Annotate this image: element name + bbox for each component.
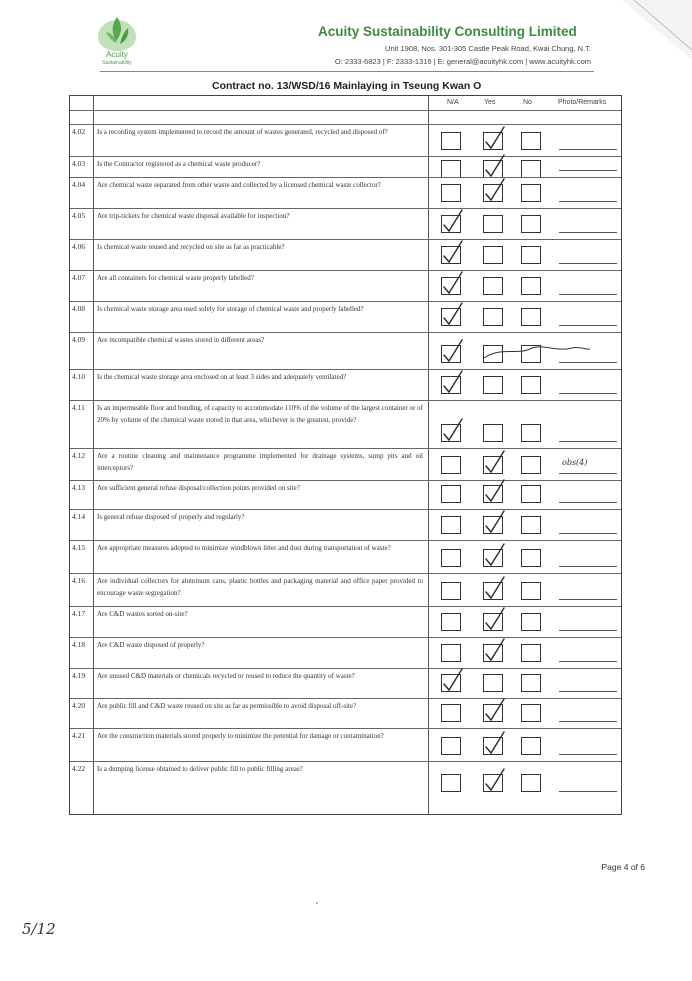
checklist-row <box>70 124 621 156</box>
remarks-line <box>559 170 617 171</box>
checkbox-no[interactable] <box>521 277 541 295</box>
remarks-line <box>559 149 617 150</box>
item-question: Are incompatible chemical wastes stored in different areas? <box>97 336 265 344</box>
checkbox-no[interactable] <box>521 184 541 202</box>
checkbox-no[interactable] <box>521 774 541 792</box>
page-fold-corner <box>622 0 692 60</box>
remarks-line <box>559 691 617 692</box>
checkbox-na[interactable] <box>441 456 461 474</box>
company-name: Acuity Sustainability Consulting Limited <box>318 24 577 39</box>
checkbox-yes[interactable] <box>483 485 503 503</box>
checkmark-icon <box>482 767 508 793</box>
checkbox-na[interactable] <box>441 132 461 150</box>
logo-name: Acuity <box>106 50 128 59</box>
checklist-row <box>70 540 621 573</box>
checkmark-icon <box>482 153 508 179</box>
item-question: Are unused C&D materials or chemicals recycled or reused to reduce the quantity of waste? <box>97 672 355 680</box>
checkbox-no[interactable] <box>521 644 541 662</box>
checkbox-yes[interactable] <box>483 613 503 631</box>
checkbox-no[interactable] <box>521 246 541 264</box>
item-question: Is chemical waste storage area used solely for storage of chemical waste and properly labelled? <box>97 305 364 313</box>
item-number: 4.15 <box>72 543 86 552</box>
item-number: 4.19 <box>72 671 86 680</box>
checkbox-na[interactable] <box>441 215 461 233</box>
item-question: Are a routine cleaning and maintenance programme implemented for drainage systems, sump pits and oil interceptors? <box>97 452 423 472</box>
checklist-row <box>70 301 621 332</box>
checkbox-yes[interactable] <box>483 215 503 233</box>
checkbox-yes[interactable] <box>483 704 503 722</box>
handwritten-note: 5/12 <box>22 920 56 938</box>
checkmark-icon <box>440 239 466 265</box>
checkbox-na[interactable] <box>441 424 461 442</box>
checkbox-yes[interactable] <box>483 737 503 755</box>
header-row-divider <box>70 110 621 111</box>
checklist-row <box>70 480 621 509</box>
checkbox-yes[interactable] <box>483 160 503 178</box>
item-question: Is general refuse disposed of properly and regularly? <box>97 513 245 521</box>
item-question: Are individual collectors for aluminum cans, plastic bottles and packaging material and office paper provided to encourage waste segregation? <box>97 577 423 597</box>
item-number: 4.12 <box>72 451 86 460</box>
checkbox-na[interactable] <box>441 184 461 202</box>
checklist-row <box>70 637 621 668</box>
item-question: Is chemical waste reused and recycled on site as far as practicable? <box>97 243 285 251</box>
checkbox-na[interactable] <box>441 160 461 178</box>
checkbox-na[interactable] <box>441 345 461 363</box>
checkbox-na[interactable] <box>441 644 461 662</box>
checkbox-yes[interactable] <box>483 376 503 394</box>
checklist-row <box>70 728 621 761</box>
item-number: 4.10 <box>72 372 86 381</box>
column-header-no: No <box>523 99 532 106</box>
logo-tagline: Sustainability <box>102 60 132 66</box>
logo-wordmark <box>86 50 148 68</box>
checkbox-no[interactable] <box>521 613 541 631</box>
checkbox-yes[interactable] <box>483 674 503 692</box>
checkmark-icon <box>440 338 466 364</box>
item-question: Is a dumping license obtained to deliver public fill to public filling areas? <box>97 765 303 773</box>
remarks-line <box>559 630 617 631</box>
item-number: 4.11 <box>72 403 85 412</box>
checkbox-na[interactable] <box>441 277 461 295</box>
checkmark-icon <box>440 270 466 296</box>
remarks-line <box>559 754 617 755</box>
column-header-na: N/A <box>447 99 459 106</box>
item-number: 4.22 <box>72 764 86 773</box>
remarks-line <box>559 263 617 264</box>
item-number: 4.18 <box>72 640 86 649</box>
remarks-line <box>559 232 617 233</box>
remarks-line <box>559 201 617 202</box>
remarks-line <box>559 441 617 442</box>
checkbox-na[interactable] <box>441 613 461 631</box>
checkbox-no[interactable] <box>521 215 541 233</box>
checkmark-icon <box>482 177 508 203</box>
checkbox-yes[interactable] <box>483 184 503 202</box>
checkmark-icon <box>440 301 466 327</box>
checkmark-icon <box>482 478 508 504</box>
item-number: 4.08 <box>72 304 86 313</box>
item-number: 4.17 <box>72 609 86 618</box>
checklist-row <box>70 761 621 798</box>
checkmark-icon <box>482 697 508 723</box>
checklist-row <box>70 270 621 301</box>
remarks-line <box>559 473 617 474</box>
item-question: Is the Contractor registered as a chemical waste producer? <box>97 160 261 168</box>
checkbox-yes[interactable] <box>483 308 503 326</box>
checkmark-icon <box>482 449 508 475</box>
item-question: Are the construction materials stored properly to minimize the potential for damage or contamination? <box>97 732 384 740</box>
checklist-row <box>70 448 621 480</box>
item-number: 4.20 <box>72 701 86 710</box>
checkbox-yes[interactable] <box>483 246 503 264</box>
checkmark-icon <box>482 606 508 632</box>
remarks-line <box>559 566 617 567</box>
checkbox-yes[interactable] <box>483 424 503 442</box>
page-number: Page 4 of 6 <box>601 862 645 872</box>
item-number: 4.03 <box>72 159 86 168</box>
checkbox-yes[interactable] <box>483 516 503 534</box>
checkbox-na[interactable] <box>441 737 461 755</box>
remarks-line <box>559 362 617 363</box>
checkbox-no[interactable] <box>521 674 541 692</box>
remark-handwritten: obs(4) <box>562 458 588 467</box>
company-address: Unit 1908, Nos. 301-305 Castle Peak Road, Kwai Chung, N.T. <box>385 44 591 53</box>
column-header-remarks: Photo/Remarks <box>558 99 607 106</box>
checkmark-icon <box>482 730 508 756</box>
checkbox-no[interactable] <box>521 456 541 474</box>
checkbox-no[interactable] <box>521 516 541 534</box>
contract-title: Contract no. 13/WSD/16 Mainlaying in Tseung Kwan O <box>212 80 482 92</box>
checkbox-yes[interactable] <box>483 644 503 662</box>
checklist-row <box>70 177 621 208</box>
checklist-row <box>70 400 621 448</box>
checkbox-no[interactable] <box>521 132 541 150</box>
item-question: Are all containers for chemical waste properly labelled? <box>97 274 254 282</box>
checklist-row <box>70 369 621 400</box>
item-question: Are appropriate measures adopted to minimize windblown litter and dust during transportation of waste? <box>97 544 391 552</box>
checkmark-icon <box>440 208 466 234</box>
scan-speck <box>316 902 318 904</box>
checklist-row <box>70 509 621 540</box>
item-number: 4.02 <box>72 127 86 136</box>
checkbox-yes[interactable] <box>483 582 503 600</box>
item-question: Are trip-tickets for chemical waste disposal available for inspection? <box>97 212 290 220</box>
remarks-line <box>559 294 617 295</box>
checkbox-yes[interactable] <box>483 549 503 567</box>
checklist-row <box>70 208 621 239</box>
checkmark-icon <box>440 667 466 693</box>
item-number: 4.16 <box>72 576 86 585</box>
item-number: 4.14 <box>72 512 86 521</box>
checklist-row <box>70 668 621 698</box>
item-question: Is the chemical waste storage area enclosed on at least 3 sides and adequately ventilated? <box>97 373 347 381</box>
company-contact: O: 2333-6823 | F: 2333-1316 | E: general@acuityhk.com | www.acuityhk.com <box>334 57 591 66</box>
remarks-line <box>559 599 617 600</box>
checkmark-icon <box>482 575 508 601</box>
column-header-yes: Yes <box>484 99 496 106</box>
checkbox-no[interactable] <box>521 582 541 600</box>
checkbox-yes[interactable] <box>483 456 503 474</box>
checkmark-icon <box>482 542 508 568</box>
checkmark-icon <box>482 125 508 151</box>
checklist-row <box>70 698 621 728</box>
checkbox-na[interactable] <box>441 376 461 394</box>
checkbox-na[interactable] <box>441 308 461 326</box>
scribble-mark <box>482 342 592 362</box>
item-question: Is an impermeable floor and bunding, of capacity to accommodate 110% of the volume of the largest container or of 20% by volume of the chemical waste stored in that area, whichever is the greatest, provide? <box>97 404 423 424</box>
item-number: 4.05 <box>72 211 86 220</box>
remarks-line <box>559 791 617 792</box>
checkmark-icon <box>482 637 508 663</box>
item-question: Are C&D wastes sorted on-site? <box>97 610 188 618</box>
remarks-line <box>559 661 617 662</box>
checkbox-no[interactable] <box>521 308 541 326</box>
item-number: 4.13 <box>72 483 86 492</box>
checkbox-na[interactable] <box>441 704 461 722</box>
checkmark-icon <box>440 417 466 443</box>
checkmark-icon <box>440 369 466 395</box>
checklist-row <box>70 573 621 606</box>
item-question: Are chemical waste separated from other waste and collected by a licensed chemical waste collector? <box>97 181 381 189</box>
checkbox-yes[interactable] <box>483 774 503 792</box>
item-number: 4.04 <box>72 180 86 189</box>
item-question: Are sufficient general refuse disposal/collection points provided on site? <box>97 484 300 492</box>
checkbox-no[interactable] <box>521 704 541 722</box>
item-question: Is a recording system implemented to record the amount of wastes generated, recycled and disposed of? <box>97 128 388 136</box>
checklist-row <box>70 606 621 637</box>
checkbox-na[interactable] <box>441 774 461 792</box>
checkbox-yes[interactable] <box>483 132 503 150</box>
header-divider <box>100 71 594 72</box>
checkbox-no[interactable] <box>521 424 541 442</box>
item-number: 4.07 <box>72 273 86 282</box>
remarks-line <box>559 533 617 534</box>
checkbox-na[interactable] <box>441 516 461 534</box>
checkmark-icon <box>482 509 508 535</box>
checkbox-na[interactable] <box>441 549 461 567</box>
checkbox-na[interactable] <box>441 485 461 503</box>
checkbox-no[interactable] <box>521 160 541 178</box>
checkbox-no[interactable] <box>521 549 541 567</box>
item-question: Are public fill and C&D waste reused on site as far as permissible to avoid disposal off-site? <box>97 702 357 710</box>
checkbox-no[interactable] <box>521 376 541 394</box>
checklist-row <box>70 156 621 177</box>
remarks-line <box>559 502 617 503</box>
item-number: 4.09 <box>72 335 86 344</box>
checkbox-yes[interactable] <box>483 277 503 295</box>
item-question: Are C&D waste disposed of properly? <box>97 641 205 649</box>
checkbox-na[interactable] <box>441 674 461 692</box>
checkbox-na[interactable] <box>441 582 461 600</box>
checkbox-no[interactable] <box>521 485 541 503</box>
remarks-line <box>559 721 617 722</box>
item-number: 4.21 <box>72 731 86 740</box>
remarks-line <box>559 325 617 326</box>
checklist-row <box>70 239 621 270</box>
item-number: 4.06 <box>72 242 86 251</box>
checklist-table <box>69 95 622 815</box>
remarks-line <box>559 393 617 394</box>
checkbox-no[interactable] <box>521 737 541 755</box>
checkbox-na[interactable] <box>441 246 461 264</box>
